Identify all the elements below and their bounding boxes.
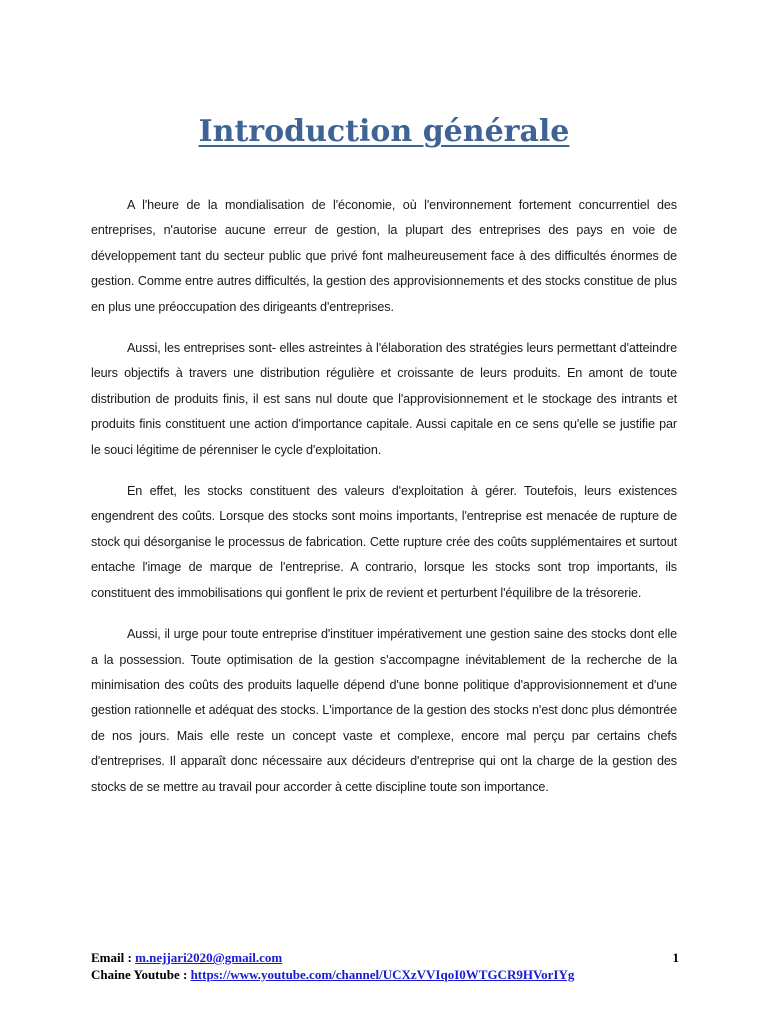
page-number: 1 [672, 950, 679, 965]
paragraph-2: Aussi, les entreprises sont- elles astreintes à l'élaboration des stratégies leurs permettant d'atteindre leurs objectifs à travers une distribution régulière et croissante de leurs produits. En amont de toute distribution de produits finis, il est sans nul doute que l'approvisionnement et le stockage des intrants et produits finis constituent une action d'importance capitale. Aussi capitale en ce sens qu'elle se justifie par le souci légitime de pérenniser le cycle d'exploitation. [91, 341, 677, 457]
paragraph-1: A l'heure de la mondialisation de l'économie, où l'environnement fortement concurrentiel des entreprises, n'autorise aucune erreur de gestion, la plupart des entreprises des pays en voie de développement tant du secteur public que privé font malheureusement face à des difficultés énormes de gestion. Comme entre autres difficultés, la gestion des approvisionnements et des stocks constitue de plus en plus une préoccupation des dirigeants d'entreprises. [91, 198, 677, 314]
page-footer [91, 949, 679, 983]
youtube-label: Chaine Youtube : [91, 967, 191, 982]
youtube-link[interactable]: https://www.youtube.com/channel/UCXzVVIqoI0WTGCR9HVorIYg [190, 967, 575, 982]
document-body [91, 193, 677, 816]
footer-youtube-line [91, 966, 679, 983]
email-link[interactable]: m.nejjari2020@gmail.com [135, 950, 283, 965]
paragraph-3: En effet, les stocks constituent des valeurs d'exploitation à gérer. Toutefois, leurs existences engendrent des coûts. Lorsque des stocks sont moins importants, l'entreprise est menacée de rupture de stock qui désorganise le processus de fabrication. Cette rupture crée des coûts supplémentaires et surtout entache l'image de marque de l'entreprise. A contrario, lorsque les stocks sont trop importants, ils constituent des immobilisations qui gonflent le prix de revient et perturbent l'équilibre de la trésorerie. [91, 484, 677, 600]
footer-email-line [91, 949, 679, 966]
email-label: Email : [91, 950, 136, 965]
page-title: Introduction générale [198, 114, 570, 149]
paragraph-4: Aussi, il urge pour toute entreprise d'instituer impérativement une gestion saine des stocks dont elle a la possession. Toute optimisation de la gestion s'accompagne inévitablement de la recherche de la minimisation des coûts des produits laquelle dépend d'une bonne politique d'approvisionnement et d'une gestion rationnelle et adéquat des stocks. L'importance de la gestion des stocks n'est donc plus démontrée de nos jours. Mais elle reste un concept vaste et complexe, encore mal perçu par certains chefs d'entreprises. Il apparaît donc nécessaire aux décideurs d'entreprise qui ont la charge de la gestion des stocks de se mettre au travail pour accorder à cette discipline toute son importance. [91, 627, 677, 794]
